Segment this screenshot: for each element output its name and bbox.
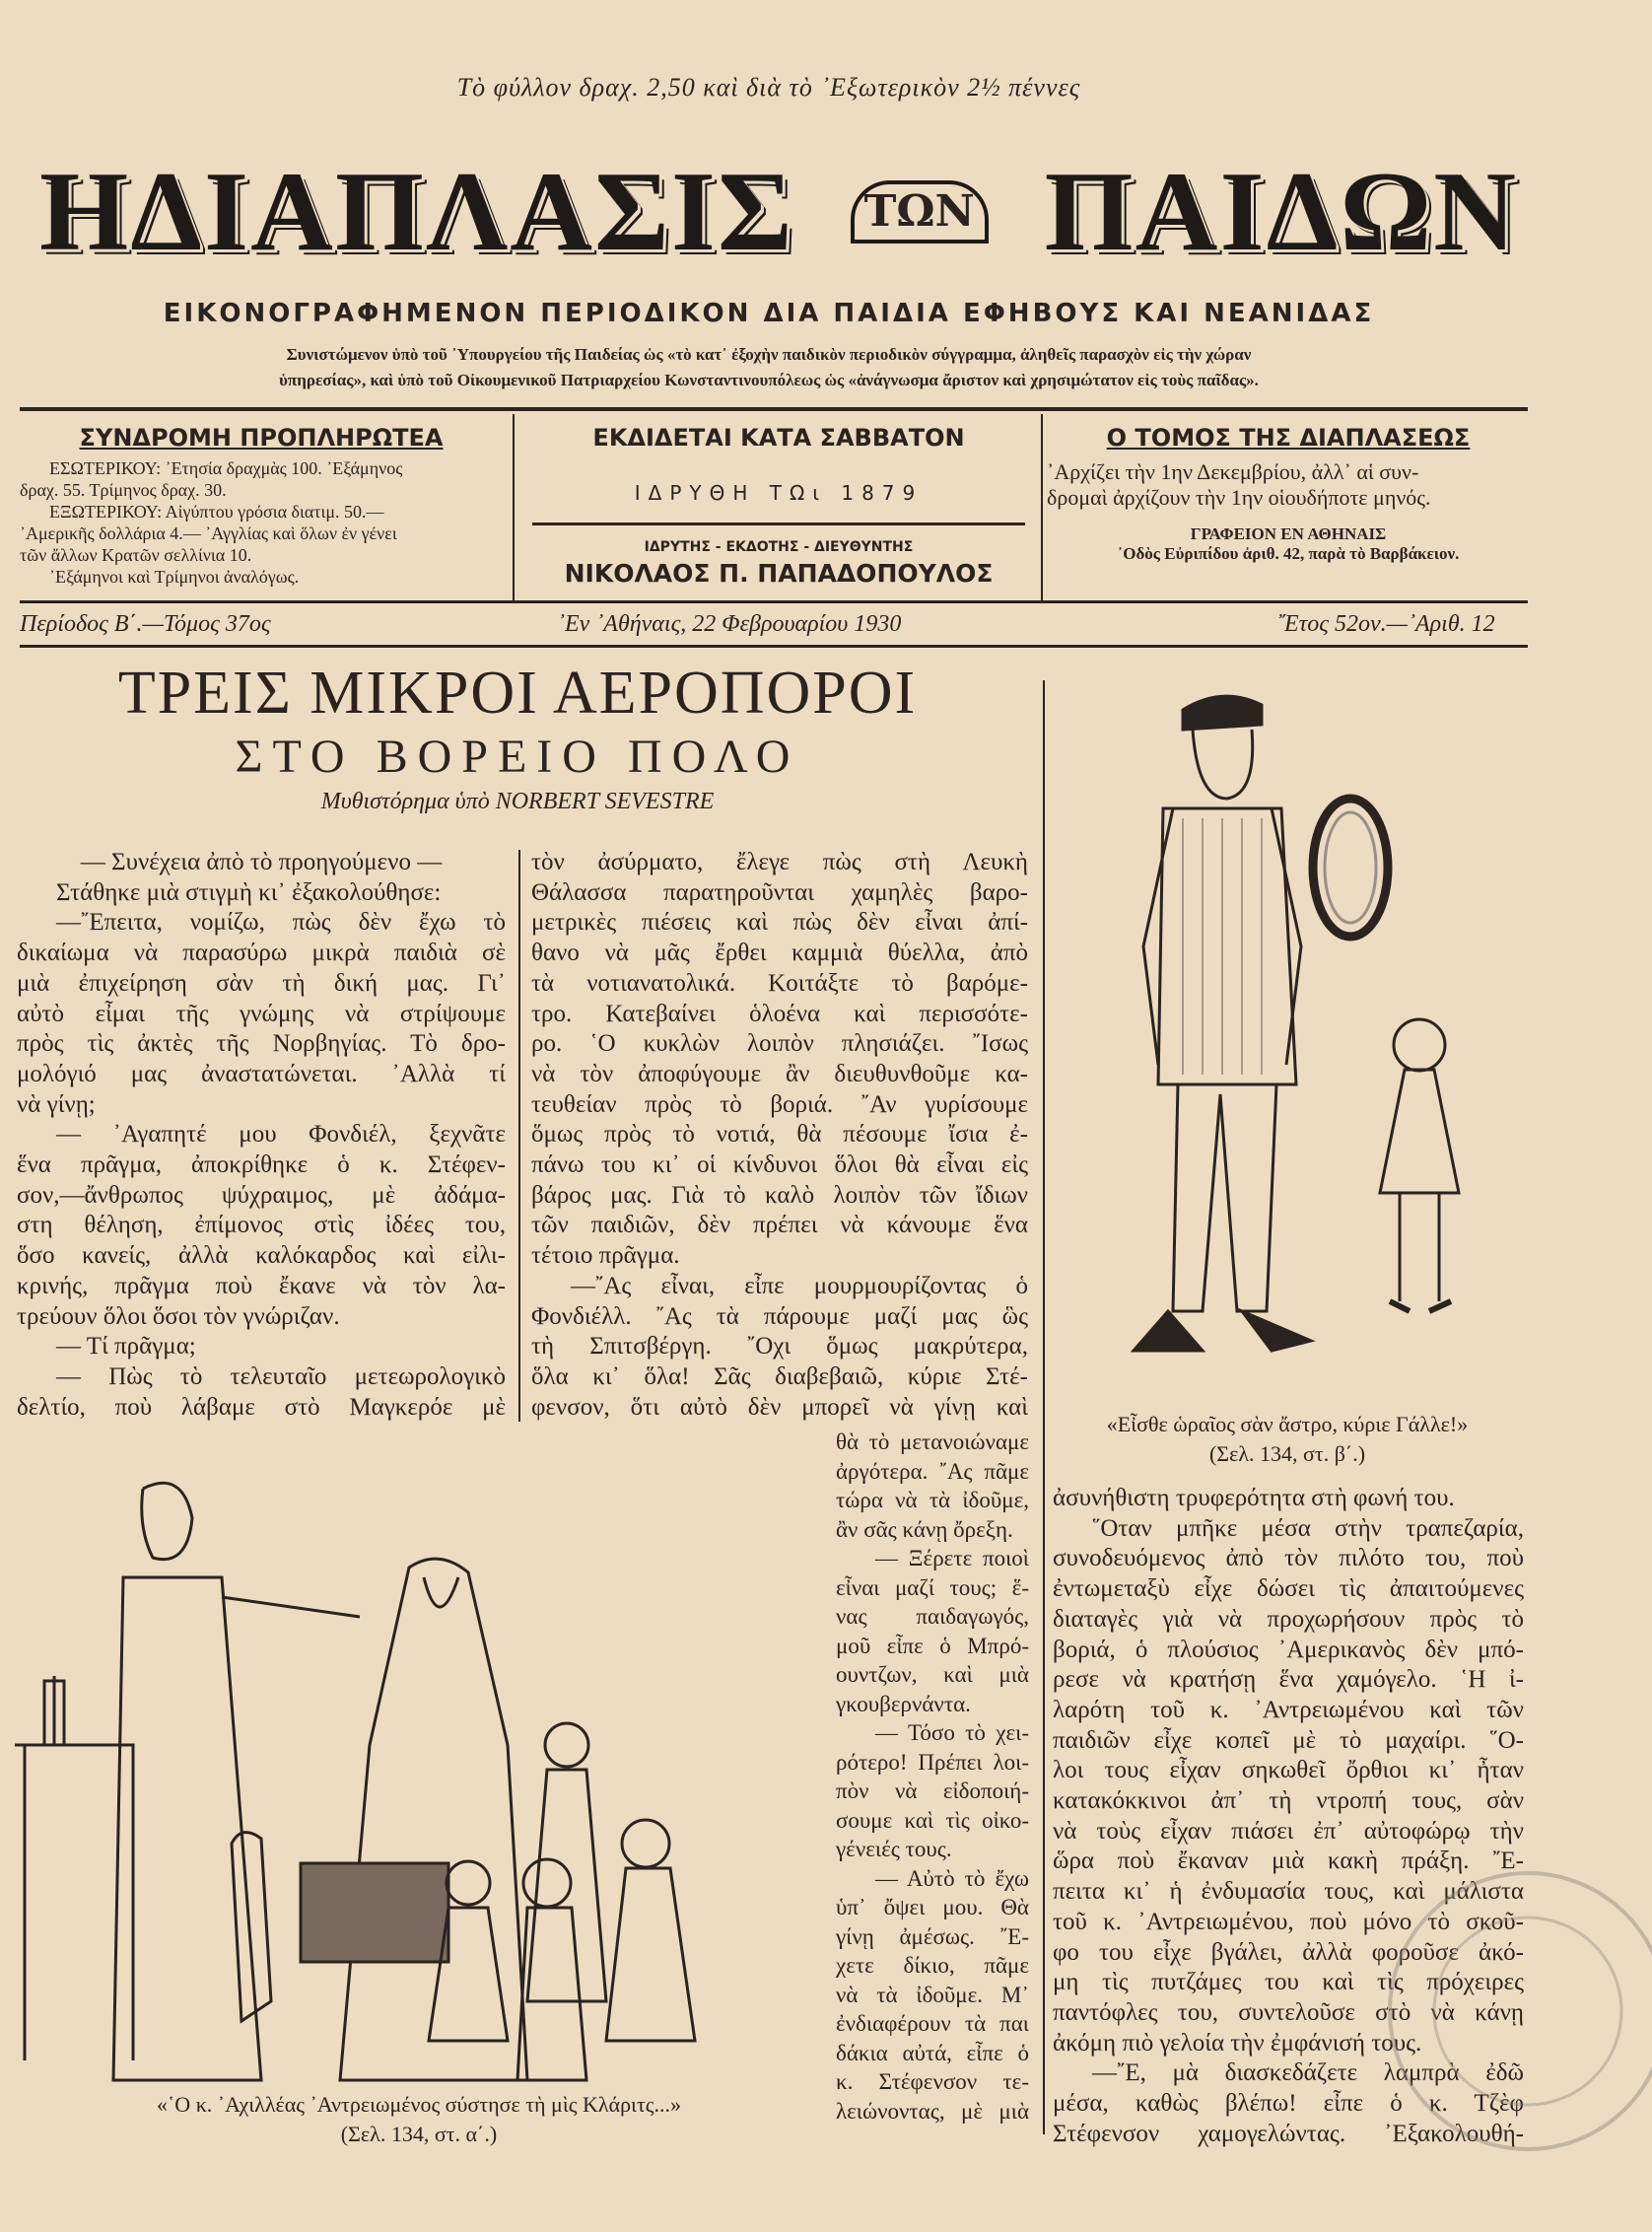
text-line: ρο. ῾Ο κυκλὼν λοιπὸν πλησιάζει. ῎Ισως xyxy=(531,1030,1028,1058)
text-line: χετε δίκιο, πᾶμε xyxy=(836,1953,1029,1978)
text-line: ὅσο κανείς, ἀλλὰ καλόκαρδος καὶ εἰλι- xyxy=(17,1242,506,1270)
text-line: λαρότη τοῦ κ. ᾽Αντρειωμένου καὶ τῶν xyxy=(1053,1696,1524,1723)
text-line: κ. Στέφενσον τε- xyxy=(836,2069,1029,2094)
text-line: νας παιδαγωγός, xyxy=(836,1604,1029,1629)
text-line: λοι τους εἶχαν σηκωθεῖ ὄρθιοι κι᾽ ἦταν xyxy=(1053,1757,1524,1784)
text-line: — Πὼς τὸ τελευταῖο μετεωρολογικὸ xyxy=(56,1362,506,1390)
text-line: στη θέληση, ἐπίμονος στὶς ἰδέες του, xyxy=(17,1212,506,1239)
left-illustration-caption: «῾Ο κ. ᾽Αχιλλέας ᾽Αντρειωμένος σύστησε τὴ μὶς Κλάριτς...» xyxy=(156,2092,682,2117)
text-line: λειώνοντας, μὲ μιὰ xyxy=(836,2098,1029,2124)
subscription-box xyxy=(20,424,503,588)
text-line: δελτίο, ποὺ λάβαμε στὸ Μαγκερόε μὲ xyxy=(17,1393,506,1421)
article-column-2-narrow xyxy=(836,1428,1029,2126)
text-line: ἀκόμη πιὸ γελοία τὴν ἐμφάνισή τους. xyxy=(1053,2029,1422,2057)
text-line: θὰ τὸ μετανοιώναμε xyxy=(836,1430,1029,1454)
text-line: ῞Οταν μπῆκε μέσα στὴν τραπεζαρία, xyxy=(1092,1514,1524,1542)
text-line: γένειές τους. xyxy=(836,1837,952,1861)
text-line: πρὸς τὶς ἀκτὲς τῆς Νορβηγίας. Τὸ δρο- xyxy=(17,1030,506,1058)
founded-year: ΙΔΡΥΘΗ ΤΩι 1879 xyxy=(634,481,924,505)
text-line: τευθείαν πρὸς τὸ βοριά. ῎Αν γυρίσουμε xyxy=(531,1090,1028,1118)
text-line: σον,—ἄνθρωπος ψύχραιμος, μὲ ἀδάμα- xyxy=(17,1181,506,1209)
continued-note: — Συνέχεια ἀπὸ τὸ προηγούμενο — xyxy=(80,849,443,875)
text-line: μη τὶς πυτζάμες του καὶ τὶς πρόχειρες xyxy=(1053,1969,1524,1996)
text-line: παντόφλες του, συντελοῦσε στὸ νὰ κάνῃ xyxy=(1053,1998,1524,2026)
subscription-line: ᾽Εξάμηνοι καὶ Τρίμηνοι ἀναλόγως. xyxy=(49,567,300,587)
text-line: —῎Επειτα, νομίζω, πὼς δὲν ἔχω τὸ xyxy=(56,909,506,937)
text-line: Θάλασσα παρατηροῦνται χαμηλὲς βαρο- xyxy=(531,878,1028,906)
volume-line: δρομαὶ ἀρχίζουν τὴν 1ην οἱουδήποτε μηνός. xyxy=(1047,485,1431,510)
text-line: τρο. Κατεβαίνει ὁλοένα καὶ περισσότε- xyxy=(531,1000,1028,1027)
masthead xyxy=(39,138,1518,286)
text-line: — Τί πρᾶγμα; xyxy=(56,1333,196,1360)
text-line: τέτοιο πρᾶγμα. xyxy=(531,1242,680,1270)
divider xyxy=(20,407,1528,411)
illustration-family-introduction xyxy=(15,1449,833,2090)
article-title: ΤΡΕΙΣ ΜΙΚΡΟΙ ΑΕΡΟΠΟΡΟΙ xyxy=(117,660,918,727)
text-line: νὰ γίνῃ; xyxy=(17,1090,96,1118)
text-line: μέσα, καθὼς βλέπω! εἶπε ὁ κ. Τζὲφ xyxy=(1053,2090,1524,2118)
text-line: παιδιῶν εἶχε κοπεῖ μὲ τὸ μαχαίρι. ῞Ο- xyxy=(1053,1726,1524,1754)
text-line: μοῦ εἶπε ὁ Μπρό- xyxy=(836,1633,1029,1658)
text-line: ρότερο! Πρέπει λοι- xyxy=(836,1749,1029,1775)
article-column-1 xyxy=(17,848,506,1423)
text-line: τὰ νοτιανατολικά. Κοιτάξτε τὸ βαρόμε- xyxy=(531,969,1028,997)
text-line: φενσον, ὅτι αὐτὸ δὲν μπορεῖ νὰ γίνῃ καὶ xyxy=(531,1393,1028,1421)
volume-title: Ο ΤΟΜΟΣ ΤΗΣ ΔΙΑΠΛΑΣΕΩΣ xyxy=(1106,424,1471,452)
subscription-title: ΣΥΝΔΡΟΜΗ ΠΡΟΠΛΗΡΩΤΕΑ xyxy=(79,424,444,452)
illustration-captain-and-girl xyxy=(1104,670,1548,1400)
text-line: βοριά, ὁ πλούσιος ᾽Αμερικανὸς δὲν μπό- xyxy=(1053,1636,1524,1663)
text-line: νὰ τὰ ἰδοῦμε. Μ᾽ xyxy=(836,1982,1029,2007)
text-line: — ᾽Αγαπητέ μου Φονδιέλ, ξεχνᾶτε xyxy=(56,1121,506,1149)
article-subtitle: ΣΤΟ ΒΟΡΕΙΟ ΠΟΛΟ xyxy=(235,731,800,783)
text-line: — Αὐτὸ τὸ ἔχω xyxy=(875,1865,1029,1891)
text-line: δάκια αὐτά, εἶπε ὁ xyxy=(836,2040,1029,2065)
publication-title: ΕΚΔΙΔΕΤΑΙ ΚΑΤΑ ΣΑΒΒΑΤΟΝ xyxy=(592,424,965,452)
text-line: θανο νὰ μᾶς ἔρθει καμμιὰ θύελλα, ἀπὸ xyxy=(531,940,1028,967)
publisher-roles: ΙΔΡΥΤΗΣ - ΕΚΔΟΤΗΣ - ΔΙΕΥΘΥΝΤΗΣ xyxy=(644,539,914,555)
issue-period: Περίοδος Β΄.—Τόμος 37ος xyxy=(20,611,271,637)
office-title: ΓΡΑΦΕΙΟΝ ΕΝ ΑΘΗΝΑΙΣ xyxy=(1190,524,1387,543)
volume-box xyxy=(1047,424,1530,564)
issue-number: ῎Ετος 52ον.—᾽Αριθ. 12 xyxy=(1276,611,1495,637)
text-line: ουντζων, καὶ μιὰ xyxy=(836,1662,1029,1687)
text-line: ἕνα πρᾶγμα, ἀποκρίθηκε ὁ κ. Στέφεν- xyxy=(17,1151,506,1179)
text-line: πειτα κι᾽ ἡ ἐνδυμασία τους, καὶ μάλιστα xyxy=(1053,1878,1524,1906)
text-line: μολόγιό μας ἀναστατώνεται. ᾽Αλλὰ τί xyxy=(17,1060,506,1087)
text-line: συνοδευόμενος ἀπὸ τὸν πιλότο του, ποὺ xyxy=(1053,1545,1524,1572)
text-line: τοῦ κ. ᾽Αντρειωμένου, ποὺ μόνο τὸ σκοῦ- xyxy=(1053,1908,1524,1935)
text-line: — Ξέρετε ποιοὶ xyxy=(875,1546,1029,1570)
text-line: ἀσυνήθιστη τρυφερότητα στὴ φωνή του. xyxy=(1053,1485,1455,1511)
text-line: ἐνδιαφέρουν τὰ παι xyxy=(836,2011,1029,2036)
office-address: ᾽Οδὸς Εὐριπίδου ἀριθ. 42, παρὰ τὸ Βαρβάκειον. xyxy=(1117,544,1460,563)
text-line: —῎Ε, μὰ διασκεδάζετε λαμπρὰ ἐδῶ xyxy=(1092,2059,1524,2087)
text-line: αὐτὸ εἶμαι τῆς γνώμης νὰ στρίψουμε xyxy=(17,1000,506,1027)
text-line: σουμε καὶ τὶς οἰκο- xyxy=(836,1807,1029,1833)
text-line: Φονδιέλλ. ῎Ας τὰ πάρουμε μαζί μας ὣς xyxy=(531,1302,1028,1330)
recommendation-line-2: ὑπηρεσίας», καὶ ὑπὸ τοῦ Οἰκουμενικοῦ Πατριαρχείου Κωνσταντινουπόλεως ὡς «ἀνάγνωσμα ἄριστον καὶ χρησιμώτατον εἰς τοὺς παῖδας». xyxy=(279,371,1259,389)
text-line: φο του εἶχε βγάλει, ἀλλὰ φοροῦσε ἀκό- xyxy=(1053,1938,1524,1966)
divider xyxy=(1041,414,1043,601)
left-illustration-reference: (Σελ. 134, στ. α΄.) xyxy=(340,2122,498,2146)
text-line: τὴ Σπιτσβέργη. ῎Οχι ὅμως μακρύτερα, xyxy=(531,1333,1028,1360)
article-byline: Μυθιστόρημα ὑπὸ NORBERT SEVESTRE xyxy=(320,789,715,814)
text-line: Στάθηκε μιὰ στιγμὴ κι᾽ ἐξακολούθησε: xyxy=(56,878,442,906)
right-illustration-reference: (Σελ. 134, στ. β΄.) xyxy=(1208,1441,1366,1466)
column-divider xyxy=(1043,680,1045,2134)
masthead-mid: ΤΩΝ xyxy=(851,180,989,244)
text-line: πάνω του κι᾽ οἱ κίνδυνοι ὅλοι θὰ εἶναι εἰς xyxy=(531,1151,1028,1179)
text-line: διαταγὲς γιὰ νὰ προχωρήσουν πρὸς τὸ xyxy=(1053,1605,1524,1633)
text-line: ρεσε νὰ κρατήσῃ ἕνα χαμόγελο. ῾Η ἰ- xyxy=(1053,1666,1524,1694)
subscription-line: δραχ. 55. Τρίμηνος δραχ. 30. xyxy=(20,480,227,500)
text-line: τὸν ἀσύρματο, ἔλεγε πὼς στὴ Λευκὴ xyxy=(531,849,1028,875)
divider xyxy=(20,645,1528,648)
text-line: βάρος μας. Γιὰ τὸ καλὸ λοιπὸν τῶν ἴδιων xyxy=(531,1181,1028,1209)
text-line: ὑπ᾽ ὄψει μου. Θὰ xyxy=(836,1895,1029,1919)
text-line: — Τόσο τὸ χει- xyxy=(875,1720,1029,1745)
masthead-left: ΗΔΙΑΠΛΑΣΙΣ xyxy=(39,149,794,275)
volume-line: ᾽Αρχίζει τὴν 1ην Δεκεμβρίου, ἀλλ᾽ αἱ συν- xyxy=(1047,459,1419,484)
text-line: τῶν παιδιῶν, δὲν πρέπει νὰ κάνουμε ἕνα xyxy=(531,1212,1028,1239)
text-line: νὰ τοὺς εἶχαν πιάσει ἐπ᾽ αὐτοφώρῳ τὴν xyxy=(1053,1817,1524,1845)
text-line: μετρικὲς πιέσεις καὶ πὼς δὲν εἶναι ἀπί- xyxy=(531,909,1028,937)
text-line: κατακόκκινοι ἀπ᾽ τὴ ντροπή τους, σὰν xyxy=(1053,1787,1524,1815)
publisher-name: ΝΙΚΟΛΑΟΣ Π. ΠΑΠΑΔΟΠΟΥΛΟΣ xyxy=(564,559,994,588)
divider xyxy=(20,600,1528,603)
subscription-line: ΕΣΩΤΕΡΙΚΟΥ: ᾽Ετησία δραχμὰς 100. ᾽Εξάμηνος xyxy=(49,458,403,478)
text-line: ἐντωμεταξὺ εἶχε δώσει τὶς ἀπαιτούμενες xyxy=(1053,1575,1524,1603)
publication-box xyxy=(522,424,1035,588)
text-line: ἀργότερα. ῎Ας πᾶμε xyxy=(836,1458,1029,1484)
subscription-line: ᾽Αμερικῆς δολλάρια 4.— ᾽Αγγλίας καὶ ὅλων ἐν γένει xyxy=(20,523,397,543)
text-line: δικαίωμα νὰ παρασύρω μικρὰ παιδιὰ σὲ xyxy=(17,940,506,967)
library-stamp-watermark xyxy=(1380,1853,1652,2169)
text-line: ὅμως πρὸς τὸ νοτιά, θὰ πέσουμε ἴσια ἐ- xyxy=(531,1121,1028,1149)
text-line: γκουβερνάντα. xyxy=(836,1691,971,1716)
text-line: —῎Ας εἶναι, εἶπε μουρμουρίζοντας ὁ xyxy=(571,1272,1028,1299)
text-line: μιὰ ἐπιχείρηση σὰν τὴ δική μας. Γι᾽ xyxy=(17,969,506,997)
text-line: ὥρα ποὺ ἔκαναν μιὰ κακὴ πράξη. ῎Ε- xyxy=(1053,1848,1524,1875)
text-line: τώρα νὰ τὰ ἰδοῦμε, xyxy=(836,1488,1029,1512)
text-line: τρεύουν ὅλοι ὅσοι τὸν γνώριζαν. xyxy=(17,1302,340,1330)
subscription-line: τῶν ἄλλων Κρατῶν σελλίνια 10. xyxy=(20,545,252,565)
text-line: ὅλα κι᾽ ὅλα! Σᾶς διαβεβαιῶ, κύριε Στέ- xyxy=(531,1362,1028,1390)
subscription-line: ΕΞΩΤΕΡΙΚΟΥ: Αἰγύπτου γρόσια διατιμ. 50.— xyxy=(49,502,384,522)
recommendation-line-1: Συνιστώμενον ὑπὸ τοῦ ᾽Υπουργείου τῆς Παιδείας ὡς «τὸ κατ᾽ ἐξοχὴν παιδικὸν περιοδικὸν σύγγραμμα, ἀληθεῖς παρασχὸν εἰς τὴν χώραν xyxy=(286,345,1252,364)
text-line: Στέφενσον χαμογελώντας. ᾽Εξακολουθή- xyxy=(1053,2120,1524,2147)
text-line: νὰ τὸν ἀποφύγουμε ἂν διευθυνθοῦμε κα- xyxy=(531,1060,1028,1087)
price-line: Τὸ φύλλον δραχ. 2,50 καὶ διὰ τὸ ᾽Εξωτερικὸν 2½ πέννες xyxy=(456,73,1081,102)
text-line: εἶναι μαζί τους; ἕ- xyxy=(836,1574,1029,1600)
text-line: γίνῃ ἀμέσως. ῎Ε- xyxy=(836,1923,1029,1949)
masthead-right: ΠΑΙΔΩΝ xyxy=(1044,149,1518,275)
text-line: ἂν σᾶς κάνῃ ὄρεξη. xyxy=(836,1516,1013,1542)
issue-date: ᾽Εν ᾽Αθήναις, 22 Φεβρουαρίου 1930 xyxy=(557,611,902,637)
masthead-subtitle: ΕΙΚΟΝΟΓΡΑΦΗΜΕΝΟΝ ΠΕΡΙΟΔΙΚΟΝ ΔΙΑ ΠΑΙΔΙΑ ΕΦΗΒΟΥΣ ΚΑΙ ΝΕΑΝΙΔΑΣ xyxy=(163,299,1375,328)
text-line: κρινής, πρᾶγμα ποὺ ἔκανε νὰ τὸν λα- xyxy=(17,1272,506,1299)
text-line: πὸν νὰ εἰδοποιή- xyxy=(836,1779,1029,1803)
column-divider xyxy=(518,850,520,1422)
article-column-2 xyxy=(531,848,1028,1423)
divider xyxy=(513,414,515,601)
right-illustration-caption: «Εἶσθε ὡραῖος σὰν ἄστρο, κύριε Γάλλε!» xyxy=(1106,1412,1469,1436)
